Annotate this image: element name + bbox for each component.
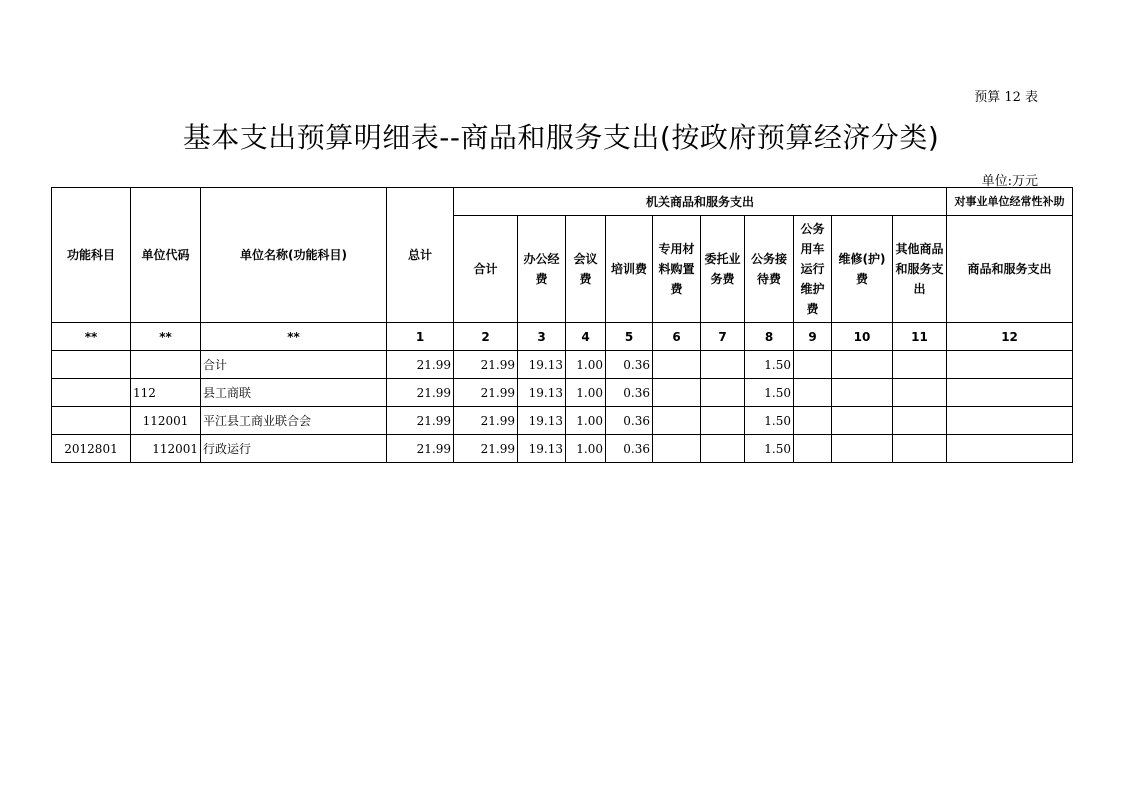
- unit-label: 单位:万元: [981, 174, 1038, 189]
- index-cell: **: [52, 323, 131, 351]
- index-cell: 9: [794, 323, 832, 351]
- cell-vehicle: [794, 379, 832, 407]
- cell-vehicle: [794, 351, 832, 379]
- cell-total: 21.99: [387, 435, 454, 463]
- cell-subsidy: [947, 379, 1073, 407]
- document-number: 预算 12 表: [974, 90, 1038, 105]
- cell-total: 21.99: [387, 351, 454, 379]
- cell-training: 0.36: [606, 379, 653, 407]
- cell-unit-name: 平江县工商业联合会: [201, 407, 387, 435]
- cell-vehicle: [794, 435, 832, 463]
- cell-total: 21.99: [387, 379, 454, 407]
- cell-commission: [701, 379, 745, 407]
- header-group-subsidy: 对事业单位经常性补助: [947, 188, 1073, 216]
- cell-unit-code: 112001: [131, 435, 201, 463]
- header-meeting-expense: 会议费: [566, 216, 606, 323]
- index-cell: 4: [566, 323, 606, 351]
- header-office-expense: 办公经费: [518, 216, 566, 323]
- index-cell: **: [131, 323, 201, 351]
- cell-meeting: 1.00: [566, 407, 606, 435]
- cell-materials: [653, 435, 701, 463]
- index-cell: 3: [518, 323, 566, 351]
- cell-commission: [701, 351, 745, 379]
- header-subsidy-goods-services: 商品和服务支出: [947, 216, 1073, 323]
- index-cell: 11: [893, 323, 947, 351]
- header-other-expense: 其他商品和服务支出: [893, 216, 947, 323]
- cell-unit-name: 行政运行: [201, 435, 387, 463]
- budget-table: [51, 187, 1073, 463]
- index-cell: 10: [832, 323, 893, 351]
- cell-maintenance: [832, 435, 893, 463]
- index-row: [52, 323, 1073, 351]
- cell-office: 19.13: [518, 351, 566, 379]
- cell-materials: [653, 351, 701, 379]
- index-cell: 8: [745, 323, 794, 351]
- cell-reception: 1.50: [745, 435, 794, 463]
- table-row-total: [52, 351, 1073, 379]
- cell-subtotal: 21.99: [454, 435, 518, 463]
- cell-commission: [701, 407, 745, 435]
- cell-subtotal: 21.99: [454, 351, 518, 379]
- cell-maintenance: [832, 351, 893, 379]
- cell-commission: [701, 435, 745, 463]
- cell-materials: [653, 379, 701, 407]
- header-unit-name: 单位名称(功能科目): [201, 188, 387, 323]
- cell-total: 21.99: [387, 407, 454, 435]
- header-training-expense: 培训费: [606, 216, 653, 323]
- cell-meeting: 1.00: [566, 435, 606, 463]
- cell-training: 0.36: [606, 351, 653, 379]
- cell-office: 19.13: [518, 435, 566, 463]
- header-unit-code: 单位代码: [131, 188, 201, 323]
- table-row: [52, 407, 1073, 435]
- header-total: 总计: [387, 188, 454, 323]
- cell-office: 19.13: [518, 379, 566, 407]
- header-commission-expense: 委托业务费: [701, 216, 745, 323]
- header-subtotal: 合计: [454, 216, 518, 323]
- cell-maintenance: [832, 407, 893, 435]
- cell-unit-name: 县工商联: [201, 379, 387, 407]
- cell-func-subject: 2012801: [52, 435, 131, 463]
- index-cell: 7: [701, 323, 745, 351]
- header-group-org-expense: 机关商品和服务支出: [454, 188, 947, 216]
- cell-reception: 1.50: [745, 351, 794, 379]
- cell-materials: [653, 407, 701, 435]
- cell-subtotal: 21.99: [454, 379, 518, 407]
- header-maintenance-expense: 维修(护)费: [832, 216, 893, 323]
- cell-meeting: 1.00: [566, 379, 606, 407]
- table-row: [52, 379, 1073, 407]
- cell-training: 0.36: [606, 435, 653, 463]
- cell-unit-name: 合计: [201, 351, 387, 379]
- cell-vehicle: [794, 407, 832, 435]
- header-vehicle-expense: 公务用车运行维护费: [794, 216, 832, 323]
- index-cell: 1: [387, 323, 454, 351]
- index-cell: 5: [606, 323, 653, 351]
- cell-training: 0.36: [606, 407, 653, 435]
- cell-office: 19.13: [518, 407, 566, 435]
- cell-unit-code: 112001: [131, 407, 201, 435]
- cell-unit-code: 112: [131, 379, 201, 407]
- index-cell: **: [201, 323, 387, 351]
- cell-other: [893, 407, 947, 435]
- header-func-subject: 功能科目: [52, 188, 131, 323]
- cell-func-subject: [52, 379, 131, 407]
- cell-reception: 1.50: [745, 407, 794, 435]
- index-cell: 6: [653, 323, 701, 351]
- index-cell: 2: [454, 323, 518, 351]
- cell-meeting: 1.00: [566, 351, 606, 379]
- cell-func-subject: [52, 351, 131, 379]
- cell-maintenance: [832, 379, 893, 407]
- cell-subtotal: 21.99: [454, 407, 518, 435]
- table-row: [52, 435, 1073, 463]
- cell-other: [893, 379, 947, 407]
- header-materials-expense: 专用材料购置费: [653, 216, 701, 323]
- index-cell: 12: [947, 323, 1073, 351]
- cell-subsidy: [947, 407, 1073, 435]
- cell-unit-code: [131, 351, 201, 379]
- cell-other: [893, 435, 947, 463]
- cell-subsidy: [947, 351, 1073, 379]
- header-reception-expense: 公务接待费: [745, 216, 794, 323]
- cell-func-subject: [52, 407, 131, 435]
- page-title: 基本支出预算明细表--商品和服务支出(按政府预算经济分类): [182, 121, 940, 154]
- cell-other: [893, 351, 947, 379]
- cell-reception: 1.50: [745, 379, 794, 407]
- cell-subsidy: [947, 435, 1073, 463]
